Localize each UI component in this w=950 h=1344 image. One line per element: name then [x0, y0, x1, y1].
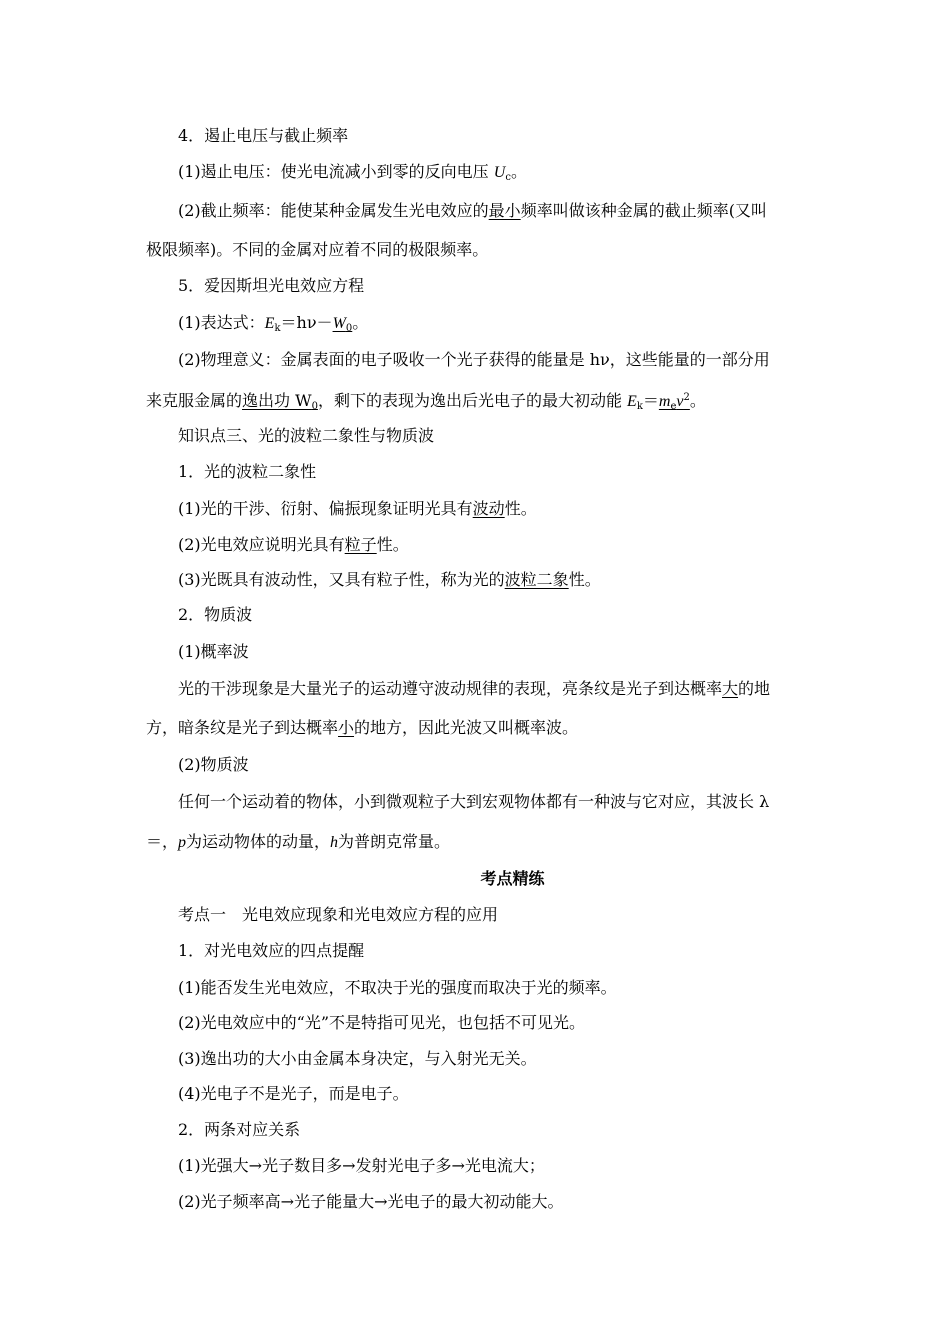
list-item: (1)能否发生光电效应，不取决于光的强度而取决于光的频率。 — [178, 978, 617, 997]
paragraph-cutoff-frequency-cont: 极限频率)。不同的金属对应着不同的极限频率。 — [146, 240, 489, 259]
heading-einstein-equation: 5．爱因斯坦光电效应方程 — [178, 276, 365, 295]
subheading-matter-wave: (2)物质波 — [178, 755, 249, 774]
paragraph-matter-wave-cont: ＝，p为运动物体的动量，h为普朗克常量。 — [146, 832, 451, 851]
underlined-answer: 逸出功 $W_0$ — [242, 391, 318, 412]
list-item: (4)光电子不是光子，而是电子。 — [178, 1084, 409, 1103]
paragraph-physical-meaning-cont: 来克服金属的逸出功 $W_0$，剩下的表现为逸出后光电子的最大初动能 $E_k=m_ev^2$。 — [146, 391, 706, 412]
paragraph-duality: (3)光既具有波动性，又具有粒子性，称为光的波粒二象性。 — [178, 570, 601, 589]
list-item: (3)逸出功的大小由金属本身决定，与入射光无关。 — [178, 1049, 537, 1068]
heading-wave-particle-duality: 1．光的波粒二象性 — [178, 462, 317, 481]
paragraph-probability-wave-cont: 方，暗条纹是光子到达概率小的地方，因此光波又叫概率波。 — [146, 718, 579, 737]
underlined-answer: 波粒二象 — [504, 570, 569, 589]
heading-matter-wave: 2．物质波 — [178, 605, 253, 624]
heading-stopping-voltage: 4．遏止电压与截止频率 — [178, 126, 349, 145]
paragraph-wave-nature: (1)光的干涉、衍射、偏振现象证明光具有波动性。 — [178, 499, 537, 518]
underlined-answer: 大 — [722, 679, 739, 698]
underlined-answer: 小 — [338, 718, 355, 737]
paragraph-stopping-voltage: (1)遏止电压：使光电流减小到零的反向电压 $U_c$。 — [178, 162, 527, 183]
paragraph-cutoff-frequency: (2)截止频率：能使某种金属发生光电效应的最小频率叫做该种金属的截止频率(又叫 — [178, 201, 767, 220]
underlined-answer: 粒子 — [344, 535, 377, 554]
topic-heading-1: 考点一 光电效应现象和光电效应方程的应用 — [178, 905, 499, 924]
paragraph-expression: (1)表达式：$E_k=h\nu-W_0$。 — [178, 313, 369, 334]
paragraph-physical-meaning: (2)物理意义：金属表面的电子吸收一个光子获得的能量是 hν，这些能量的一部分用 — [178, 350, 770, 369]
section-heading-wave-particle: 知识点三、光的波粒二象性与物质波 — [178, 426, 435, 445]
paragraph-particle-nature: (2)光电效应说明光具有粒子性。 — [178, 535, 409, 554]
paragraph-matter-wave: 任何一个运动着的物体，小到微观粒子大到宏观物体都有一种波与它对应，其波长 λ — [178, 792, 770, 811]
underlined-answer: 波动 — [472, 499, 505, 518]
list-item: (2)光子频率高→光子能量大→光电子的最大初动能大。 — [178, 1192, 564, 1211]
list-item: (1)光强大→光子数目多→发射光电子多→光电流大； — [178, 1156, 545, 1175]
heading-four-reminders: 1．对光电效应的四点提醒 — [178, 941, 365, 960]
underlined-answer: 最小 — [488, 201, 521, 220]
section-title: 考点精练 — [480, 869, 545, 888]
paragraph-probability-wave: 光的干涉现象是大量光子的运动遵守波动规律的表现，亮条纹是光子到达概率大的地 — [178, 679, 771, 698]
list-item: (2)光电效应中的“光”不是特指可见光，也包括不可见光。 — [178, 1013, 586, 1032]
heading-two-relations: 2．两条对应关系 — [178, 1120, 301, 1139]
subheading-probability-wave: (1)概率波 — [178, 642, 249, 661]
